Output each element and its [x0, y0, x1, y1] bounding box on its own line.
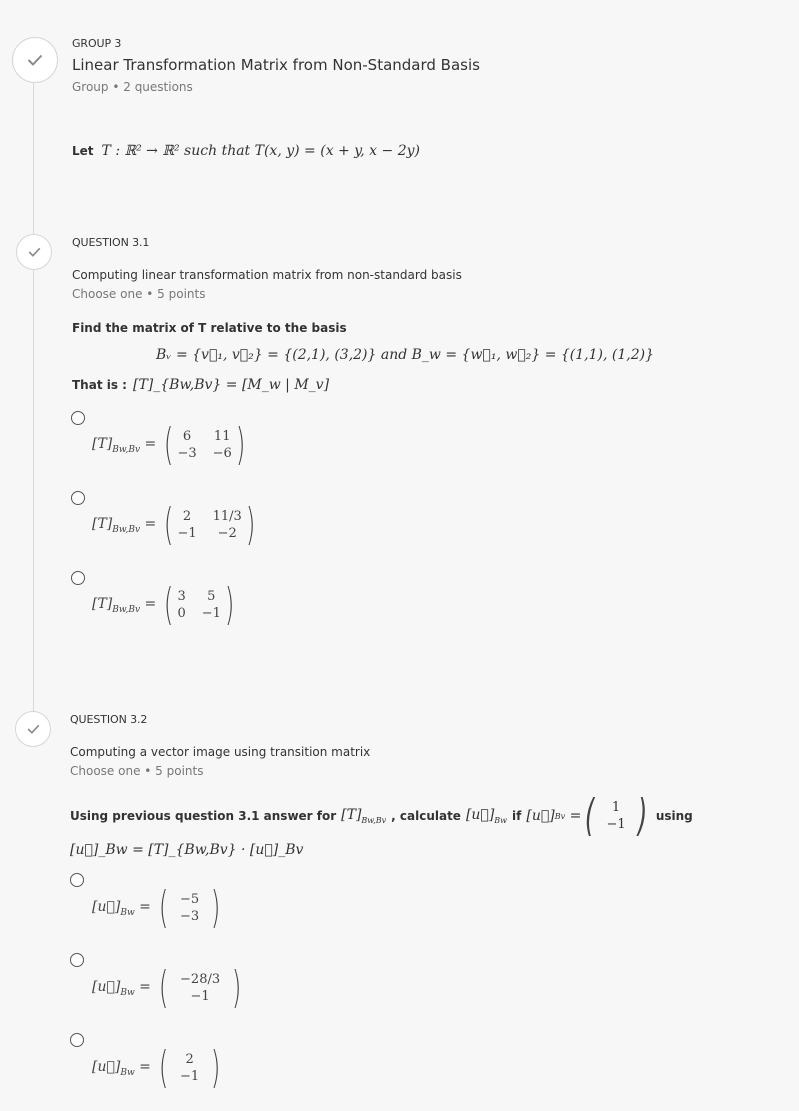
left-paren: ( [158, 1042, 169, 1093]
q1-option-1-radio[interactable] [71, 411, 85, 425]
q2-complete-check [15, 711, 51, 747]
math-text: [u⃗] [526, 808, 555, 824]
lhs-sub: Bw,Bv [112, 524, 141, 535]
prompt-text: if [512, 809, 522, 823]
cell: −3 [177, 446, 197, 461]
left-paren: ( [164, 499, 174, 550]
group-meta: Group • 2 questions [72, 80, 193, 94]
q1-caption: QUESTION 3.1 [72, 236, 150, 249]
lhs-text: [T] [92, 435, 113, 452]
option-lhs: $[u⃗]_{Bw}$ = [92, 1058, 151, 1078]
intro-label: Let [72, 144, 94, 158]
option-lhs: $[u⃗]_{Bw}$ = [92, 978, 151, 998]
cell: 5 [207, 589, 216, 604]
left-paren: ( [585, 790, 595, 841]
cell: 2 [185, 1052, 194, 1067]
timeline-line [33, 80, 34, 720]
q1-option-2[interactable] [92, 499, 259, 550]
checkmark-icon [27, 54, 43, 66]
group-intro [72, 143, 420, 159]
cell: −2 [217, 526, 237, 541]
cell: −28/3 [180, 972, 221, 987]
right-paren: ) [231, 962, 242, 1013]
cell: −1 [190, 989, 210, 1004]
cell: 2 [182, 509, 192, 524]
math-text: [u⃗] [465, 807, 495, 824]
intro-math: T : ℝ² → ℝ² such that T(x, y) = (x + y, x − 2y) [101, 143, 420, 159]
right-paren: ) [235, 419, 246, 470]
left-paren: ( [164, 579, 174, 630]
q1-complete-check [16, 234, 52, 270]
q2-title: Computing a vector image using transition matrix [70, 745, 371, 759]
prompt-text: , calculate [391, 809, 461, 823]
vector [172, 892, 207, 924]
q1-option-1[interactable] [92, 419, 249, 470]
lhs-sub: Bw [120, 987, 135, 998]
group-complete-check [12, 37, 58, 83]
q1-basis: Bᵥ = {v⃗₁, v⃗₂} = {(2,1), (3,2)} and B_w = {w⃗₁, w⃗₂} = {(1,1), (1,2)} [156, 347, 654, 363]
q1-that-is [72, 377, 329, 393]
cell: −1 [177, 526, 197, 541]
lhs-sub: Bw [120, 907, 135, 918]
cell: −1 [201, 606, 221, 621]
left-paren: ( [164, 419, 174, 470]
that-is-math: [T]_{Bw,Bv} = [M_w | M_v] [132, 377, 330, 393]
math-sub: Bv [554, 811, 566, 821]
cell: 0 [177, 606, 186, 621]
that-is-label: That is : [72, 378, 127, 392]
cell: −1 [606, 817, 626, 832]
cell: −1 [180, 1069, 200, 1084]
right-paren: ) [211, 882, 221, 933]
vector [172, 972, 228, 1004]
option-lhs: $[u⃗]_{Bw}$ = [92, 898, 151, 918]
q2-caption: QUESTION 3.2 [70, 713, 148, 726]
math-sub: Bw [494, 815, 508, 825]
lhs-text: [T] [92, 515, 113, 532]
lhs-sub: Bw [120, 1067, 135, 1078]
math-text: [T] [341, 807, 362, 824]
group-caption: GROUP 3 [72, 37, 122, 50]
matrix [177, 509, 241, 541]
cell: −6 [212, 446, 232, 461]
prompt-math: [u⃗] Bv = ( 1 −1 ) [526, 790, 647, 841]
option-lhs: $[T]_{Bw,Bv}$ = [92, 515, 157, 535]
math-sub: Bw,Bv [361, 815, 387, 825]
lhs-text: [u⃗] [92, 978, 121, 995]
cell: 1 [611, 800, 621, 815]
q2-option-1-radio[interactable] [70, 873, 84, 887]
cell: 11/3 [212, 509, 242, 524]
q1-meta: Choose one • 5 points [72, 287, 206, 301]
q2-formula: [u⃗]_Bw = [T]_{Bw,Bv} · [u⃗]_Bv [70, 842, 304, 858]
q2-option-3[interactable] [92, 1042, 224, 1093]
prompt-text: Using previous question 3.1 answer for [70, 809, 337, 823]
left-paren: ( [158, 962, 169, 1013]
right-paren: ) [224, 579, 235, 630]
lhs-sub: Bw,Bv [112, 444, 141, 455]
q1-option-3-radio[interactable] [71, 571, 85, 585]
cell: −3 [180, 909, 200, 924]
q1-prompt: Find the matrix of T relative to the basis [72, 321, 347, 335]
q2-option-3-radio[interactable] [70, 1033, 84, 1047]
q2-option-2-radio[interactable] [70, 953, 84, 967]
q2-meta: Choose one • 5 points [70, 764, 204, 778]
lhs-sub: Bw,Bv [112, 604, 141, 615]
lhs-text: [u⃗] [92, 1058, 121, 1075]
q2-option-2[interactable] [92, 962, 245, 1013]
q1-option-2-radio[interactable] [71, 491, 85, 505]
group-title: Linear Transformation Matrix from Non-Standard Basis [72, 56, 480, 74]
right-paren: ) [245, 499, 256, 550]
vector [598, 800, 633, 832]
q2-option-1[interactable] [92, 882, 224, 933]
prompt-math [341, 807, 386, 825]
cell: 11 [213, 429, 231, 444]
checkmark-icon [28, 247, 41, 257]
prompt-math [466, 807, 507, 825]
vector [172, 1052, 207, 1084]
lhs-text: [u⃗] [92, 898, 121, 915]
cell: −5 [180, 892, 200, 907]
checkmark-icon [27, 724, 40, 734]
lhs-text: [T] [92, 595, 113, 612]
right-paren: ) [637, 790, 647, 841]
cell: 6 [182, 429, 192, 444]
q1-option-3[interactable] [92, 579, 238, 630]
q1-title: Computing linear transformation matrix from non-standard basis [72, 268, 462, 282]
prompt-text: using [655, 809, 693, 823]
matrix [177, 429, 231, 461]
cell: 3 [177, 589, 186, 604]
option-lhs: $[T]_{Bw,Bv}$ = [92, 595, 157, 615]
q2-prompt [70, 790, 693, 841]
left-paren: ( [158, 882, 169, 933]
option-lhs: $[T]_{Bw,Bv}$ = [92, 435, 157, 455]
matrix [177, 589, 220, 621]
right-paren: ) [211, 1042, 221, 1093]
